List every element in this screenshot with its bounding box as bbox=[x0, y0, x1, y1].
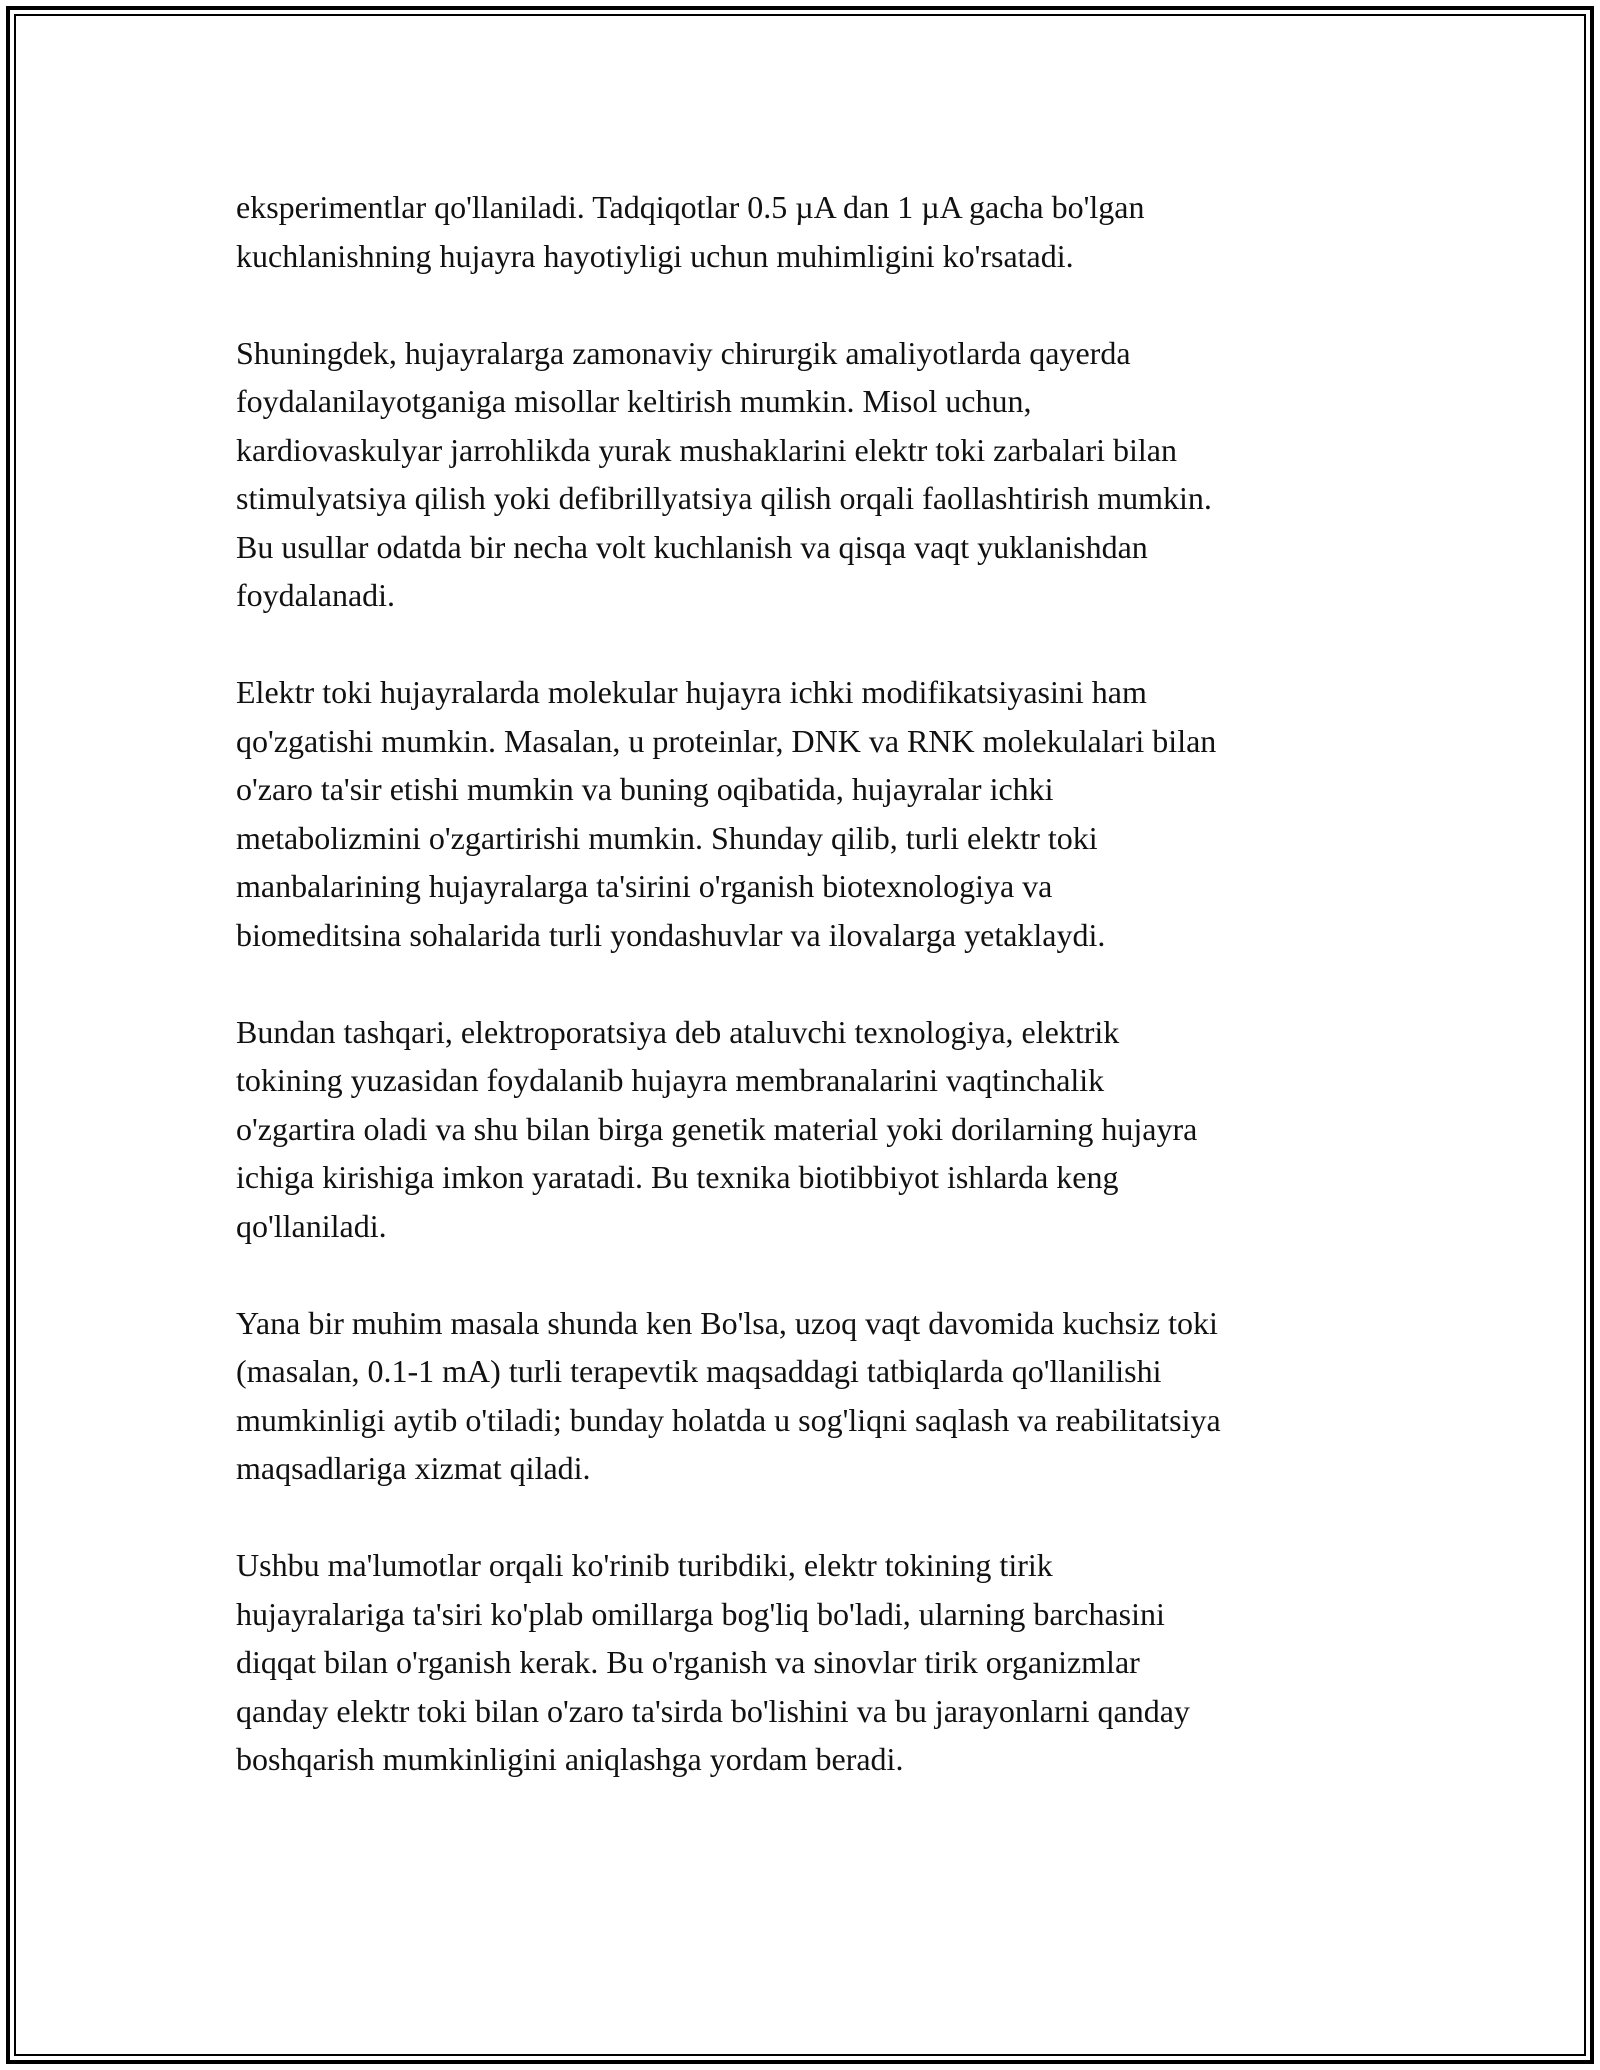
text-line: ichiga kirishiga imkon yaratadi. Bu texnika biotibbiyot ishlarda keng bbox=[236, 1159, 1119, 1195]
text-line: kuchlanishning hujayra hayotiyligi uchun muhimligini ko'rsatadi. bbox=[236, 237, 1074, 274]
text-line: qanday elektr toki bilan o'zaro ta'sirda bo'lishini va bu jarayonlarni qanday bbox=[236, 1692, 1190, 1729]
text-line: Bu usullar odatda bir necha volt kuchlanish va qisqa vaqt yuklanishdan bbox=[236, 528, 1148, 565]
text-line: (masalan, 0.1-1 mA) turli terapevtik maqsaddagi tatbiqlarda qo'llanilishi bbox=[236, 1353, 1162, 1389]
text-line: qo'llaniladi. bbox=[236, 1207, 387, 1244]
paragraph-2 bbox=[236, 329, 1386, 620]
text-line: foydalanadi. bbox=[236, 577, 396, 613]
text-line: mumkinligi aytib o'tiladi; bunday holatda u sog'liqni saqlash va reabilitatsiya bbox=[236, 1401, 1221, 1438]
text-line: biomeditsina sohalarida turli yondashuvlar va ilovalarga yetaklaydi. bbox=[236, 916, 1106, 953]
text-line: diqqat bilan o'rganish kerak. Bu o'rganish va sinovlar tirik organizmlar bbox=[236, 1644, 1140, 1680]
text-line: tokining yuzasidan foydalanib hujayra membranalarini vaqtinchalik bbox=[236, 1062, 1105, 1098]
text-line: Yana bir muhim masala shunda ken Bo'lsa, uzoq vaqt davomida kuchsiz toki bbox=[236, 1304, 1218, 1341]
document-body bbox=[236, 183, 1386, 1784]
text-line: o'zgartira oladi va shu bilan birga genetik material yoki dorilarning hujayra bbox=[236, 1110, 1198, 1147]
text-line: Bundan tashqari, elektroporatsiya deb ataluvchi texnologiya, elektrik bbox=[236, 1013, 1120, 1050]
paragraph-6 bbox=[236, 1541, 1386, 1784]
text-line: hujayralariga ta'siri ko'plab omillarga bog'liq bo'ladi, ularning barchasini bbox=[236, 1595, 1165, 1632]
paragraph-5 bbox=[236, 1299, 1386, 1493]
text-line: stimulyatsiya qilish yoki defibrillyatsiya qilish orqali faollashtirish mumkin. bbox=[236, 480, 1212, 516]
text-line: foydalanilayotganiga misollar keltirish mumkin. Misol uchun, bbox=[236, 383, 1032, 419]
text-line: manbalarining hujayralarga ta'sirini o'rganish biotexnologiya va bbox=[236, 868, 1053, 904]
text-line: qo'zgatishi mumkin. Masalan, u proteinlar, DNK va RNK molekulalari bilan bbox=[236, 722, 1217, 759]
text-line: maqsadlariga xizmat qiladi. bbox=[236, 1450, 591, 1486]
text-line: Ushbu ma'lumotlar orqali ko'rinib turibdiki, elektr tokining tirik bbox=[236, 1547, 1053, 1583]
text-line: Shuningdek, hujayralarga zamonaviy chirurgik amaliyotlarda qayerda bbox=[236, 334, 1131, 371]
text-line: metabolizmini o'zgartirishi mumkin. Shunday qilib, turli elektr toki bbox=[236, 819, 1098, 856]
paragraph-1 bbox=[236, 183, 1386, 280]
text-line: o'zaro ta'sir etishi mumkin va buning oqibatida, hujayralar ichki bbox=[236, 771, 1054, 807]
text-line: eksperimentlar qo'llaniladi. Tadqiqotlar 0.5 µA dan 1 µA gacha bo'lgan bbox=[236, 189, 1145, 225]
text-line: kardiovaskulyar jarrohlikda yurak mushaklarini elektr toki zarbalari bilan bbox=[236, 431, 1177, 468]
text-line: boshqarish mumkinligini aniqlashga yordam beradi. bbox=[236, 1741, 904, 1777]
text-line: Elektr toki hujayralarda molekular hujayra ichki modifikatsiyasini ham bbox=[236, 674, 1147, 710]
paragraph-3 bbox=[236, 668, 1386, 959]
paragraph-4 bbox=[236, 1008, 1386, 1251]
